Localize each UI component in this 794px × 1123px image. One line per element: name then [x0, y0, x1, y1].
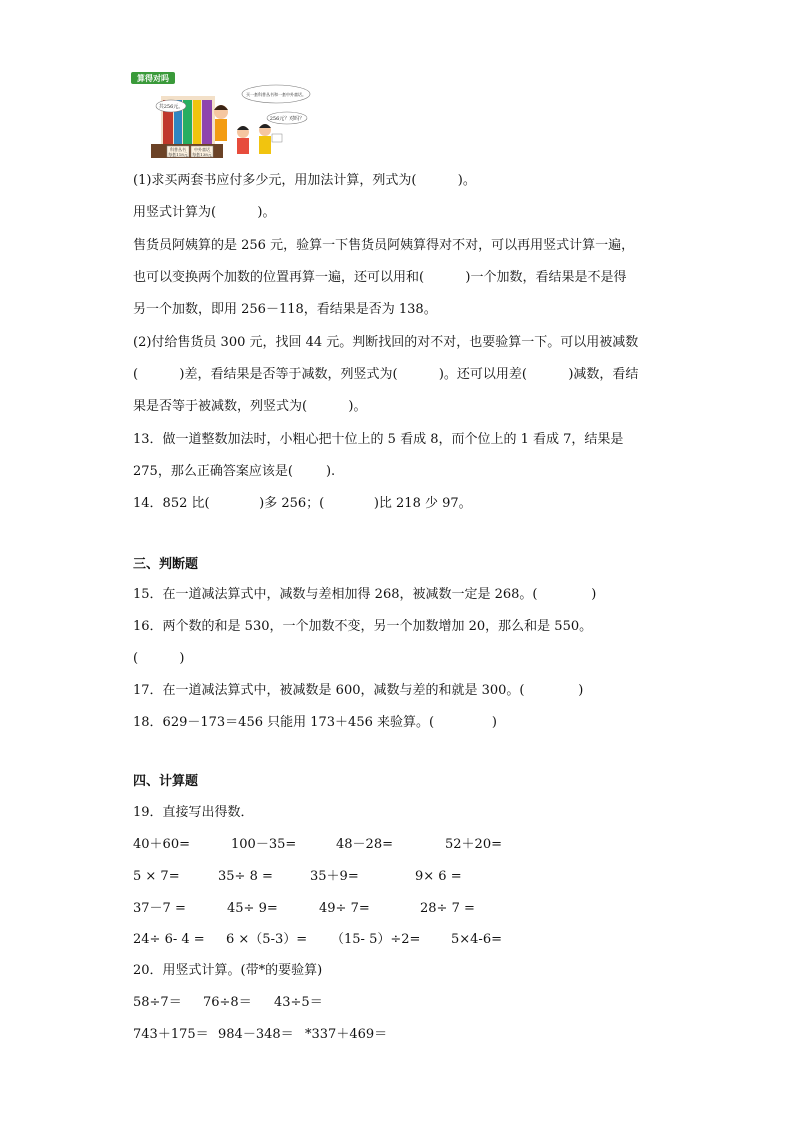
calc-item: 45÷ 9= — [227, 901, 278, 916]
calc-item: （15- 5）÷2= — [331, 932, 421, 947]
calc-item: *337＋469＝ — [305, 1027, 388, 1042]
question-text: 也可以变换两个加数的位置再算一遍，还可以用和( )一个加数，看结果是不是得 — [133, 270, 627, 285]
calc-item: 743＋175＝ — [133, 1027, 209, 1042]
bubble-mid: 买一套科普丛书和一套中外童话。 — [246, 92, 306, 97]
calc-item: 35÷ 8 = — [218, 869, 273, 884]
question-17: 17．在一道减法算式中，被减数是 600，减数与差的和就是 300。( ) — [133, 683, 584, 698]
question-13-cont: 275，那么正确答案应该是( ). — [133, 464, 336, 479]
calc-item: 28÷ 7 = — [420, 901, 475, 916]
question-text: 果是否等于被减数，列竖式为( )。 — [133, 399, 367, 414]
question-20: 20．用竖式计算。(带*的要验算) — [133, 963, 323, 978]
calc-item: 37－7 = — [133, 901, 186, 916]
calc-item: 24÷ 6- 4 = — [133, 932, 205, 947]
question-text: (1)求买两套书应付多少元，用加法计算，列式为( )。 — [133, 173, 476, 188]
book1-name: 科普丛书 — [170, 147, 186, 152]
calc-item: 984－348＝ — [218, 1027, 294, 1042]
question-16-blank: ( ) — [133, 651, 185, 666]
calc-item: 58÷7＝ — [133, 995, 182, 1010]
question-text: 售货员阿姨算的是 256 元，验算一下售货员阿姨算得对不对，可以再用竖式计算一遍， — [133, 238, 635, 253]
question-15: 15．在一道减法算式中，减数与差相加得 268，被减数一定是 268。( ) — [133, 587, 597, 602]
calc-item: 49÷ 7= — [319, 901, 370, 916]
calc-item: 48－28= — [336, 837, 393, 852]
section-heading-calculation: 四、计算题 — [133, 774, 199, 789]
question-14: 14．852 比( )多 256；( )比 218 少 97。 — [133, 496, 472, 511]
calc-item: 6 ×（5-3）= — [226, 932, 308, 947]
calc-item: 100－35= — [231, 837, 297, 852]
book2-price: 每套138元 — [192, 152, 212, 157]
calc-item: 9× 6 = — [415, 869, 462, 884]
section-heading-judgement: 三、判断题 — [133, 557, 199, 572]
question-text: 用竖式计算为( )。 — [133, 205, 276, 220]
calc-item: 5 × 7= — [133, 869, 180, 884]
calc-item: 5×4-6= — [451, 932, 502, 947]
calc-item: 35＋9= — [310, 869, 359, 884]
bubble-right: 256元？对吗？ — [269, 116, 305, 122]
calc-item: 76÷8＝ — [203, 995, 252, 1010]
book1-price: 每套118元 — [168, 152, 188, 157]
question-13: 13．做一道整数加法时，小粗心把十位上的 5 看成 8，而个位上的 1 看成 7，结果是 — [133, 432, 624, 447]
question-18: 18．629－173＝456 只能用 173＋456 来验算。( ) — [133, 715, 498, 730]
question-text: 另一个加数，即用 256－118，看结果是否为 138。 — [133, 302, 437, 317]
bubble-left: 共256元。 — [158, 104, 184, 110]
question-16: 16．两个数的和是 530，一个加数不变，另一个加数增加 20，那么和是 550。 — [133, 619, 593, 634]
question-19: 19．直接写出得数． — [133, 805, 254, 820]
textbook-illustration — [131, 72, 311, 158]
question-text: ( )差，看结果是否等于减数，列竖式为( )。还可以用差( )减数，看结 — [133, 367, 639, 382]
calc-item: 40＋60= — [133, 837, 190, 852]
illustration-badge: 算得对吗 — [137, 74, 169, 83]
calc-item: 52＋20= — [445, 837, 502, 852]
calc-item: 43÷5＝ — [274, 995, 323, 1010]
question-text: (2)付给售货员 300 元，找回 44 元。判断找回的对不对，也要验算一下。可以用被减数 — [133, 335, 639, 350]
book2-name: 中外童话 — [194, 147, 210, 152]
